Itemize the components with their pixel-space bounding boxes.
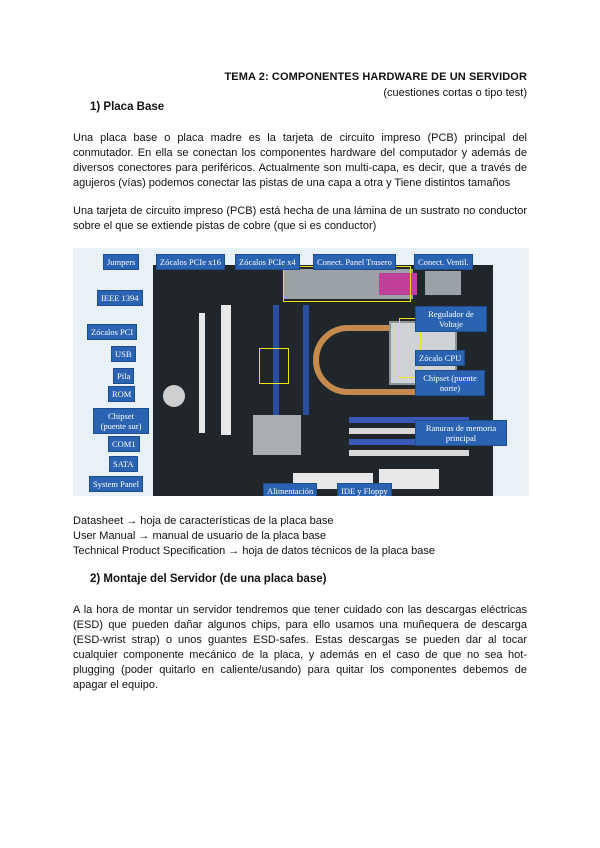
paragraph-placa-base: Una placa base o placa madre es la tarjeta de circuito impreso (PCB) principal del conmutador. En ella se conectan los componentes hardware del computador y además de diversos conectores para periféricos. Actualmente son multi-capa, es decir, que a través de agujeros (vías) podemos conectar las pistas de una capa a otra y Tiene distintos tamaños (73, 132, 527, 189)
label-alimentacion: Alimentación (263, 483, 317, 496)
label-zocalo-cpu: Zócalo CPU (415, 350, 465, 366)
section-heading-placa-base: 1) Placa Base (90, 101, 165, 113)
label-sata: SATA (109, 456, 138, 472)
label-ranuras-memoria: Ranuras de memoria principal (415, 420, 507, 446)
label-system-panel: System Panel (89, 476, 143, 492)
section-heading-montaje: 2) Montaje del Servidor (de una placa base) (90, 573, 327, 585)
label-rom: ROM (108, 386, 135, 402)
label-panel-trasero: Conect. Panel Trasero (313, 254, 396, 270)
label-ide-floppy: IDE y Floppy (337, 483, 392, 496)
paragraph-pcb: Una tarjeta de circuito impreso (PCB) está hecha de una lámina de un sustrato no conductor sobre el que se extiende pistas de cobre (que si es conductor) (73, 205, 527, 232)
label-chipset-sur: Chipset (puente sur) (93, 408, 149, 434)
document-title: TEMA 2: COMPONENTES HARDWARE DE UN SERVIDOR (224, 71, 527, 83)
datasheet-line: Datasheet → hoja de características de la placa base (73, 515, 334, 527)
label-jumpers: Jumpers (103, 254, 139, 270)
motherboard-figure (73, 248, 529, 496)
technical-spec-line: Technical Product Specification → hoja de datos técnicos de la placa base (73, 545, 435, 557)
label-pcie-x4: Zócalos PCIe x4 (235, 254, 300, 270)
user-manual-line: User Manual → manual de usuario de la placa base (73, 530, 327, 542)
document-subtitle: (cuestiones cortas o tipo test) (383, 87, 527, 99)
label-com1: COM1 (108, 436, 140, 452)
label-ieee1394: IEEE 1394 (97, 290, 143, 306)
label-chipset-norte: Chipset (puente norte) (415, 370, 485, 396)
label-usb: USB (111, 346, 136, 362)
label-regulador: Regulador de Voltaje (415, 306, 487, 332)
label-ventilador: Conect. Ventil. (414, 254, 473, 270)
documentation-list (73, 514, 435, 559)
label-pcie-x16: Zócalos PCIe x16 (156, 254, 225, 270)
label-pci: Zócalos PCI (87, 324, 137, 340)
paragraph-montaje: A la hora de montar un servidor tendremos que tener cuidado con las descargas eléctricas (ESD) que pueden dañar algunos chips, para ello usamos una muñequera de descarga (ESD-wrist strap) o unos guantes ESD-safes. Estas descargas se pueden dar al tocar cualquier componente mecánico de la placa, y además en el caso de que no sea hot-plugging (poder quitarlo en caliente/usando) para quitar los componentes debemos de apagar el equipo. (73, 604, 527, 691)
label-pila: Pila (113, 368, 134, 384)
